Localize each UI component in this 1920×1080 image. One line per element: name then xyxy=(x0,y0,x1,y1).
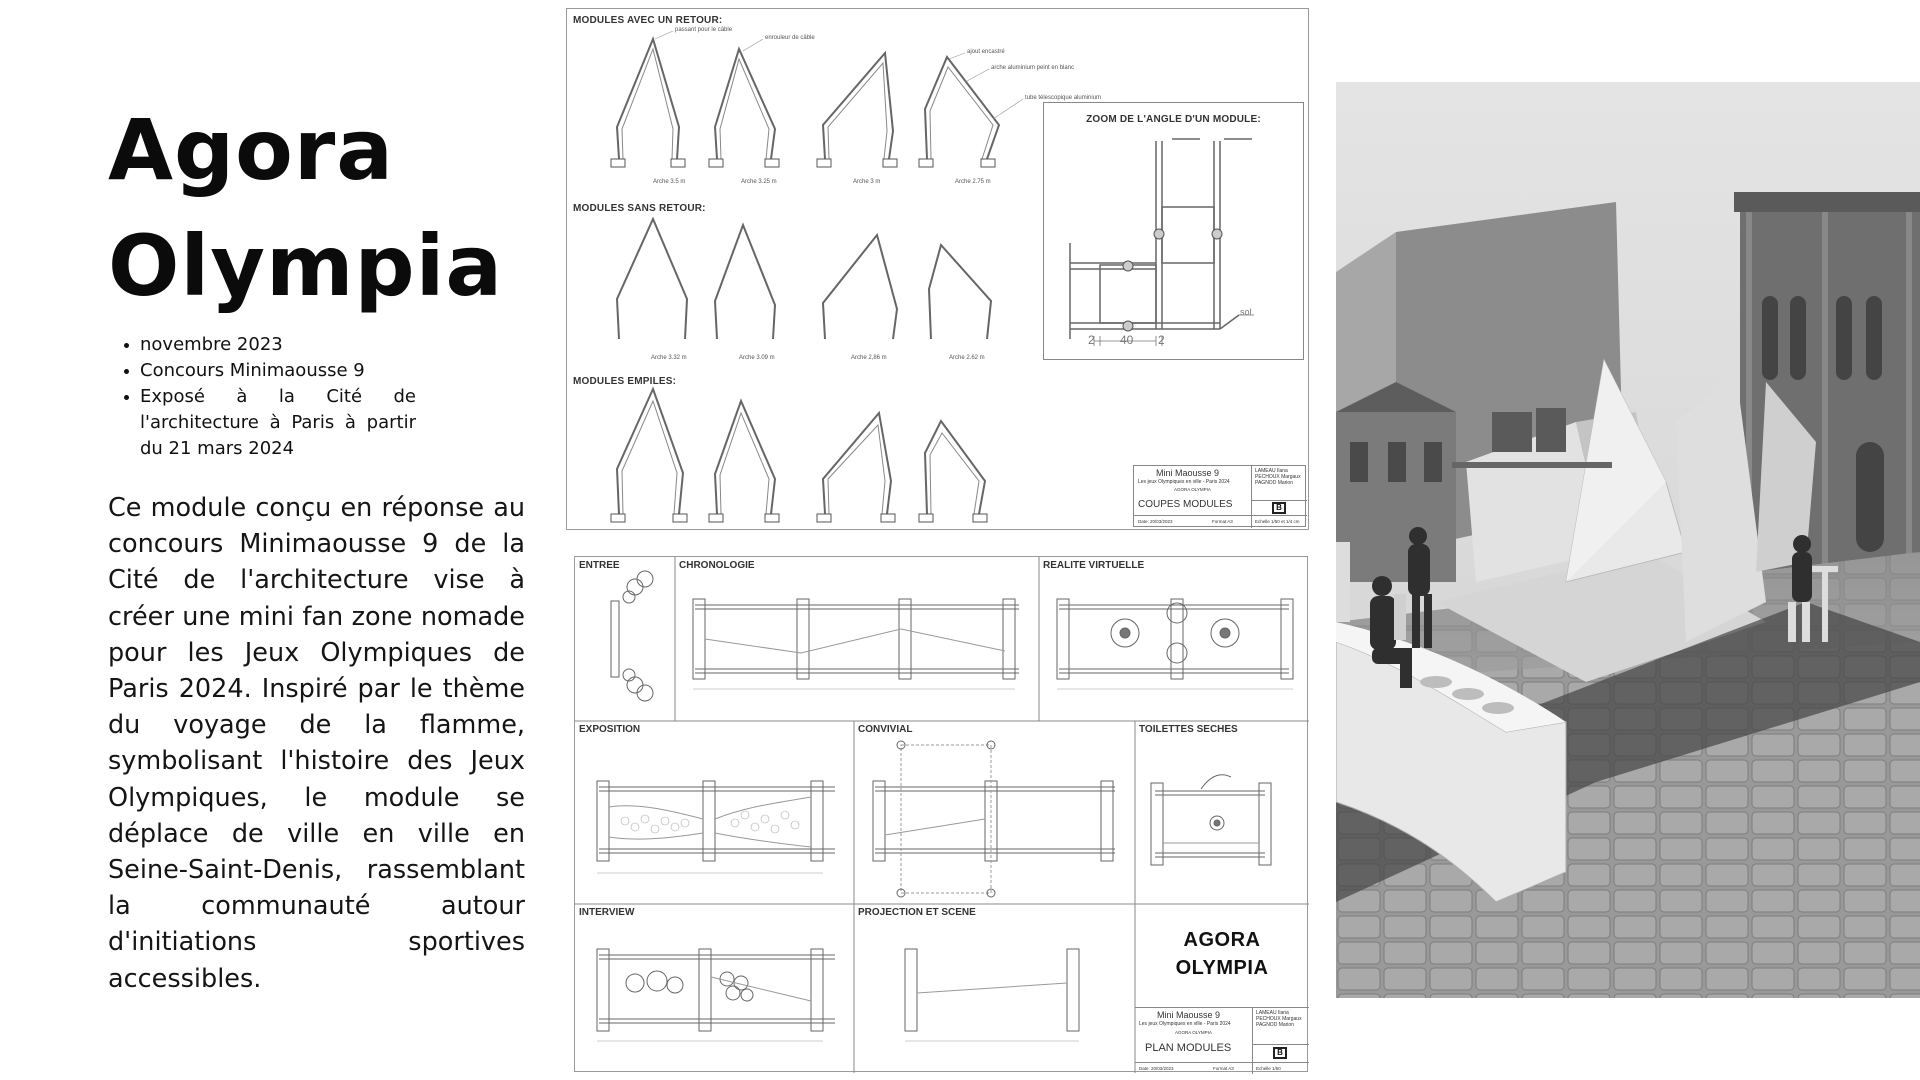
zoom-title: ZOOM DE L'ANGLE D'UN MODULE: xyxy=(1086,114,1261,125)
tb-scale: Echelle 1/50 et 1/4 cm xyxy=(1255,519,1300,524)
tb-name: AGORA OLYMPIA xyxy=(1174,487,1211,492)
cell-title-toilettes-seches: TOILETTES SECHES xyxy=(1139,724,1238,735)
tb-format: Format A3 xyxy=(1213,1066,1234,1071)
dimension-mid: 40 xyxy=(1120,333,1134,347)
cell-title-entree: ENTREE xyxy=(579,560,620,571)
annotation-embedded: ajout encastré xyxy=(967,49,1005,55)
tb-author: PECHOUX Margaux xyxy=(1256,1016,1302,1022)
section-title-sans-retour: MODULES SANS RETOUR: xyxy=(573,203,706,214)
studio-logo-icon: B xyxy=(1272,502,1286,514)
tb-project: Mini Maousse 9 xyxy=(1156,468,1220,478)
meta-date: novembre 2023 xyxy=(116,332,416,358)
tb-subtitle: Les jeux Olympiques en ville - Paris 2024 xyxy=(1139,1021,1231,1027)
tb-scale: Echelle 1/50 xyxy=(1256,1066,1281,1071)
title-line-2: Olympia xyxy=(108,217,504,315)
arch-label: Arche 3.09 m xyxy=(739,355,775,361)
brand-block xyxy=(1135,926,1309,982)
brand-line-1: AGORA xyxy=(1183,929,1261,951)
studio-logo-icon: B xyxy=(1273,1047,1287,1059)
tb-authors xyxy=(1256,1010,1302,1028)
tb-subtitle: Les jeux Olympiques en ville - Paris 2024 xyxy=(1138,479,1230,485)
tb-date: Date: 20/03/2023 xyxy=(1139,1066,1174,1071)
tb-author: LAMEAU Ilana xyxy=(1255,468,1288,474)
arch-shape xyxy=(715,401,775,514)
arch-label: Arche 3.25 m xyxy=(741,179,777,185)
arch-shape xyxy=(823,235,897,339)
zoom-detail-box xyxy=(1043,102,1304,360)
title-block-sections xyxy=(1133,465,1306,527)
tb-author: LAMEAU Ilana xyxy=(1256,1010,1289,1016)
tb-author: PAGNOD Marion xyxy=(1255,480,1293,486)
cell-title-convivial: CONVIVIAL xyxy=(858,724,913,735)
tb-author: PAGNOD Marion xyxy=(1256,1022,1294,1028)
tb-authors xyxy=(1255,468,1301,486)
arch-label: Arche 3.32 m xyxy=(651,355,687,361)
tb-format: Format A3 xyxy=(1212,519,1233,524)
annotation-cable-pass: passant pour le câble xyxy=(675,27,733,33)
arch-shape xyxy=(823,53,893,159)
meta-exhibition: Exposé à la Cité de l'architecture à Paris à partir du 21 mars 2024 xyxy=(116,384,416,462)
title-line-1: Agora xyxy=(108,101,394,199)
page-title xyxy=(108,92,528,324)
arch-shape xyxy=(715,49,775,159)
arch-label: Arche 2.62 m xyxy=(949,355,985,361)
ground-label: sol xyxy=(1240,307,1252,317)
section-title-retour: MODULES AVEC UN RETOUR: xyxy=(573,15,723,26)
arch-label: Arche 3 m xyxy=(853,179,881,185)
cell-title-exposition: EXPOSITION xyxy=(579,724,641,735)
title-block-plans xyxy=(1135,1007,1309,1073)
arch-shape xyxy=(617,39,679,159)
meta-competition: Concours Minimaousse 9 xyxy=(116,358,416,384)
render-illustration xyxy=(1336,82,1920,998)
annotation-telescopic-tube: tube télescopique aluminium xyxy=(1025,95,1102,101)
arch-shape xyxy=(617,219,687,339)
tb-author: PECHOUX Margaux xyxy=(1255,474,1301,480)
tb-date: Date: 20/03/2023 xyxy=(1138,519,1173,524)
arch-label: Arche 2,86 m xyxy=(851,355,887,361)
arch-shape xyxy=(929,245,991,339)
cell-title-projection-scene: PROJECTION ET SCENE xyxy=(858,907,976,918)
arch-shape xyxy=(823,413,891,514)
section-drawing-sheet xyxy=(566,8,1309,530)
corner-detail-drawing xyxy=(1044,103,1303,359)
project-render-image xyxy=(1336,82,1920,998)
brand-line-2: OLYMPIA xyxy=(1175,957,1269,979)
tb-name: AGORA OLYMPIA xyxy=(1175,1030,1212,1035)
plan-grid-drawing xyxy=(575,557,1309,1073)
tb-sheet-title: COUPES MODULES xyxy=(1138,499,1233,510)
arch-shape xyxy=(925,57,999,159)
plan-drawing-sheet xyxy=(574,556,1308,1072)
dimension-left: 2 xyxy=(1088,333,1095,347)
annotation-cable-reel: enrouleur de câble xyxy=(765,35,815,41)
section-title-empiles: MODULES EMPILES: xyxy=(573,376,677,387)
arch-shape xyxy=(715,225,775,339)
annotation-arch-aluminium: arche aluminium peint en blanc xyxy=(991,65,1075,71)
arch-label: Arche 3.5 m xyxy=(653,179,686,185)
project-meta-list xyxy=(116,332,416,462)
tb-project: Mini Maousse 9 xyxy=(1157,1010,1221,1020)
cell-title-realite-virtuelle: REALITE VIRTUELLE xyxy=(1043,560,1145,571)
cell-title-chronologie: CHRONOLOGIE xyxy=(679,560,755,571)
cell-title-interview: INTERVIEW xyxy=(579,907,635,918)
tb-sheet-title: PLAN MODULES xyxy=(1145,1042,1232,1054)
arch-label: Arche 2.75 m xyxy=(955,179,991,185)
project-description: Ce module conçu en réponse au concours Minimaousse 9 de la Cité de l'architecture vise à créer une mini fan zone nomade pour les Jeux Olympiques de Paris 2024. Inspiré par le thème du voyage de la flamme, symbolisant l'histoire des Jeux Olympiques, le module se déplace de ville en ville en Seine-Saint-Denis, rassemblant la communauté autour d'initiations sportives accessibles. xyxy=(108,493,525,994)
dimension-right: 2 xyxy=(1158,333,1165,347)
